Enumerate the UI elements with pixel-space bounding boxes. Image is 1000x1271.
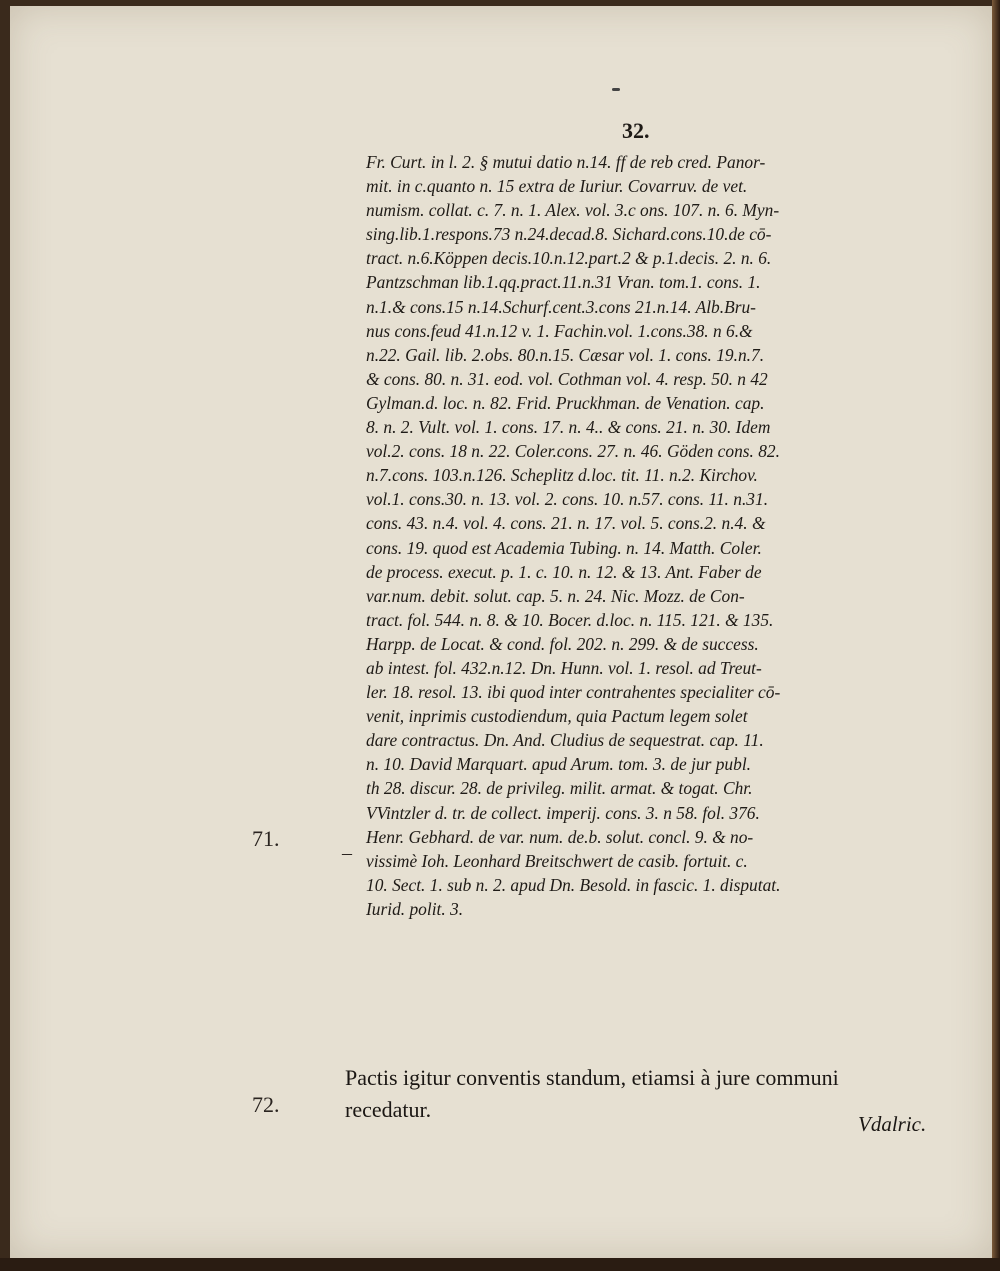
footnote-line: & cons. 80. n. 31. eod. vol. Cothman vol. 4. resp. 50. n 42 xyxy=(366,368,768,389)
margin-number: 72. xyxy=(252,1092,280,1117)
footnote-line: th 28. discur. 28. de privileg. milit. armat. & togat. Chr. xyxy=(366,778,753,799)
footnote-line: VVintzler d. tr. de collect. imperij. cons. 3. n 58. fol. 376. xyxy=(366,802,760,823)
footnote-line: nus cons.feud 41.n.12 v. 1. Fachin.vol. 1.cons.38. n 6.& xyxy=(366,320,753,341)
footnote-line: tract. fol. 544. n. 8. & 10. Bocer. d.loc. n. 115. 121. & 135. xyxy=(366,609,774,630)
footnote-line: n.1.& cons.15 n.14.Schurf.cent.3.cons 21.n.14. Alb.Bru- xyxy=(366,296,756,317)
footnote-line: n.22. Gail. lib. 2.obs. 80.n.15. Cæsar vol. 1. cons. 19.n.7. xyxy=(366,344,765,365)
footnote-line: ler. 18. resol. 13. ibi quod inter contrahentes specialiter cō- xyxy=(366,682,781,703)
footnote-line: tract. n.6.Köppen decis.10.n.12.part.2 & p.1.decis. 2. n. 6. xyxy=(366,248,772,269)
footnote-line: cons. 19. quod est Academia Tubing. n. 14. Matth. Coler. xyxy=(366,537,762,558)
footnote-line: de process. execut. p. 1. c. 10. n. 12. & 13. Ant. Faber de xyxy=(366,561,762,582)
footnote-line: cons. 43. n.4. vol. 4. cons. 21. n. 17. vol. 5. cons.2. n.4. & xyxy=(366,513,766,534)
footnote-line: Iurid. polit. 3. xyxy=(366,898,464,919)
main-text-line: recedatur. xyxy=(345,1097,432,1122)
margin-number: 71. xyxy=(252,826,280,851)
main-text-line: Pactis igitur conventis standum, etiamsi à jure communi xyxy=(345,1065,839,1090)
footnote-line: Harpp. de Locat. & cond. fol. 202. n. 299. & de success. xyxy=(366,633,759,654)
footnote-line: Fr. Curt. in l. 2. § mutui datio n.14. ff de reb cred. Panor- xyxy=(366,152,766,172)
footnote-block xyxy=(366,150,940,921)
footnote-line: Henr. Gebhard. de var. num. de.b. solut. concl. 9. & no- xyxy=(366,826,754,847)
footnote-line: n.7.cons. 103.n.126. Scheplitz d.loc. tit. 11. n.2. Kirchov. xyxy=(366,465,758,486)
footnote-line: Pantzschman lib.1.qq.pract.11.n.31 Vran. tom.1. cons. 1. xyxy=(366,272,761,293)
footnote-line: ab intest. fol. 432.n.12. Dn. Hunn. vol. 1. resol. ad Treut- xyxy=(366,657,762,678)
book-edge-right xyxy=(992,0,1000,1271)
footnote-line: Gylman.d. loc. n. 82. Frid. Pruckhman. de Venation. cap. xyxy=(366,392,765,413)
footnote-line: dare contractus. Dn. And. Cludius de sequestrat. cap. 11. xyxy=(366,730,764,751)
footnote-line: vissimè Ioh. Leonhard Breitschwert de casib. fortuit. c. xyxy=(366,850,748,871)
footnote-line: vol.1. cons.30. n. 13. vol. 2. cons. 10. n.57. cons. 11. n.31. xyxy=(366,489,769,510)
footnote-line: 10. Sect. 1. sub n. 2. apud Dn. Besold. in fascic. 1. disputat. xyxy=(366,874,781,895)
footnote-line: n. 10. David Marquart. apud Arum. tom. 3. de jur publ. xyxy=(366,754,752,775)
book-edge-bottom xyxy=(0,1258,1000,1271)
footnote-line: venit, inprimis custodiendum, quia Pactum legem solet xyxy=(366,706,748,727)
page-number: 32. xyxy=(622,118,650,143)
catchword: Vdalric. xyxy=(858,1112,927,1136)
main-text-paragraph xyxy=(345,1062,945,1126)
footnote-line: mit. in c.quanto n. 15 extra de Iuriur. Covarruv. de vet. xyxy=(366,176,748,197)
footnote-line: var.num. debit. solut. cap. 5. n. 24. Nic. Mozz. de Con- xyxy=(366,585,745,606)
footnote-line: sing.lib.1.respons.73 n.24.decad.8. Sichard.cons.10.de cō- xyxy=(366,224,772,245)
footnote-line: vol.2. cons. 18 n. 22. Coler.cons. 27. n. 46. Göden cons. 82. xyxy=(366,441,780,462)
footnote-line: 8. n. 2. Vult. vol. 1. cons. 17. n. 4.. & cons. 21. n. 30. Idem xyxy=(366,417,771,438)
footnote-line: numism. collat. c. 7. n. 1. Alex. vol. 3.c ons. 107. n. 6. Myn- xyxy=(366,200,780,221)
ink-mark xyxy=(612,88,620,91)
margin-dash: – xyxy=(342,842,352,864)
